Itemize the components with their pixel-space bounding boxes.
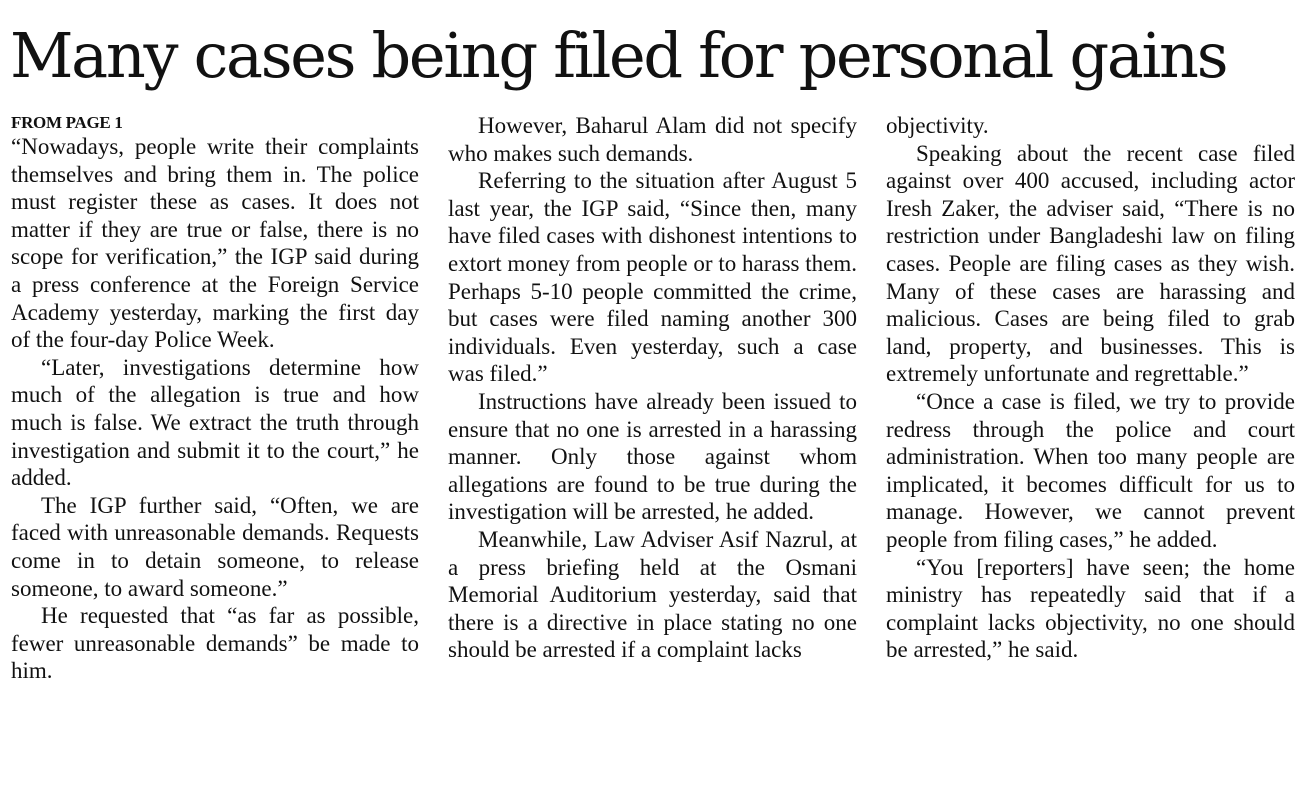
paragraph: Meanwhile, Law Adviser Asif Nazrul, at a press briefing held at the Osmani Memorial Auditorium yesterday, said that there is a directive in place stating no one should be arrested if a complaint lacks	[448, 526, 857, 663]
paragraph: However, Baharul Alam did not specify who makes such demands.	[448, 113, 857, 166]
continuation-kicker: FROM PAGE 1	[11, 113, 123, 132]
paragraph: He requested that “as far as possible, fewer unreasonable demands” be made to him.	[11, 603, 419, 684]
paragraph: The IGP further said, “Often, we are faced with unreasonable demands. Requests come in to detain someone, to release someone, to award someone.”	[11, 492, 419, 601]
paragraph: “You [reporters] have seen; the home ministry has repeatedly said that if a complaint lacks objectivity, no one should be arrested,” he said.	[886, 554, 1295, 663]
paragraph: “Once a case is filed, we try to provide redress through the police and court administration. When too many people are implicated, it becomes difficult for us to manage. However, we cannot prevent people from filing cases,” he added.	[886, 388, 1295, 552]
article-column-1	[11, 112, 419, 685]
paragraph: Speaking about the recent case filed against over 400 accused, including actor Iresh Zaker, the adviser said, “There is no restriction under Bangladeshi law on filing cases. People are filing cases as they wish. Many of these cases are harassing and malicious. Cases are being filed to grab land, property, and businesses. This is extremely unfortunate and regrettable.”	[886, 140, 1295, 387]
headline: Many cases being filed for personal gains	[10, 19, 1227, 92]
article-column-3	[886, 112, 1295, 664]
paragraph: Referring to the situation after August 5 last year, the IGP said, “Since then, many have filed cases with dishonest intentions to extort money from people or to harass them. Perhaps 5-10 people committed the crime, but cases were filed naming another 300 individuals. Even yesterday, such a case was filed.”	[448, 168, 857, 387]
paragraph: objectivity.	[886, 113, 989, 138]
paragraph: “Later, investigations determine how much of the allegation is true and how much is false. We extract the truth through investigation and submit it to the court,” he added.	[11, 354, 419, 491]
paragraph: Instructions have already been issued to ensure that no one is arrested in a harassing manner. Only those against whom allegations are found to be true during the investigation will be arrested, he added.	[448, 388, 857, 525]
article-column-2	[448, 112, 857, 664]
paragraph: “Nowadays, people write their complaints themselves and bring them in. The police must register these as cases. It does not matter if they are true or false, there is no scope for verification,” the IGP said during a press conference at the Foreign Service Academy yesterday, marking the first day of the four-day Police Week.	[11, 134, 419, 353]
